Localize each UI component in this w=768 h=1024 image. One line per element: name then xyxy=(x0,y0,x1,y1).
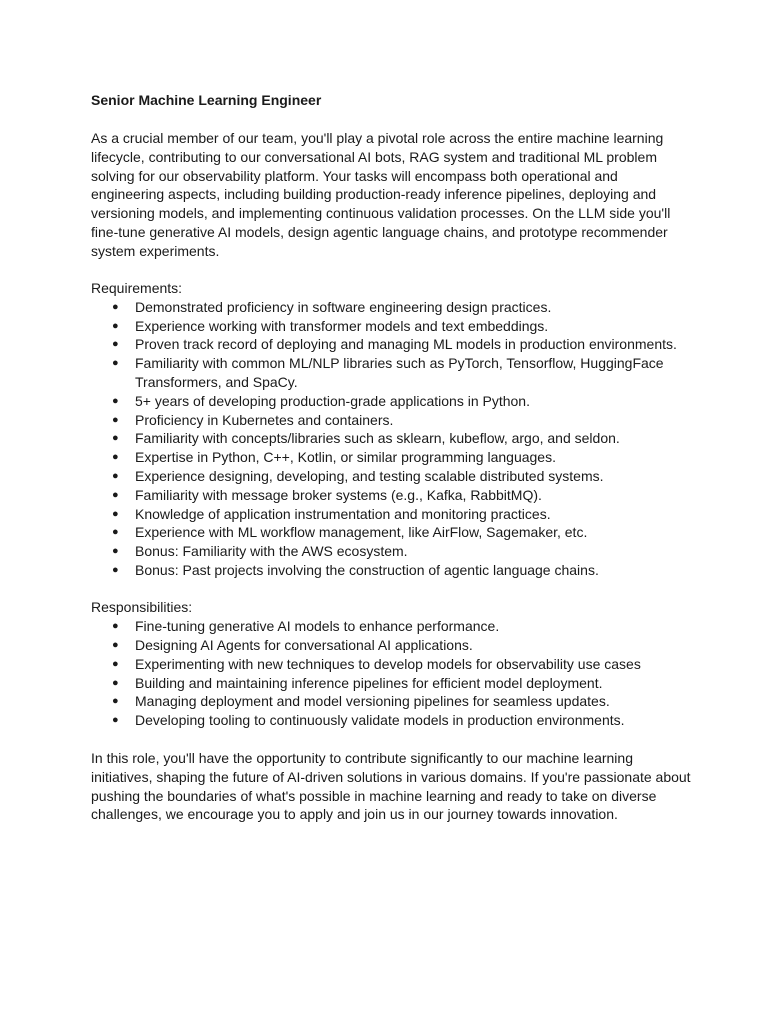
list-item xyxy=(91,617,691,636)
bullet-icon: ● xyxy=(112,545,119,558)
list-item xyxy=(91,448,691,467)
list-item-text: Proven track record of deploying and managing ML models in production environments. xyxy=(135,336,677,353)
bullet-icon: ● xyxy=(112,338,119,351)
list-item xyxy=(91,636,691,655)
list-item-text: Bonus: Past projects involving the construction of agentic language chains. xyxy=(135,562,599,579)
bullet-icon: ● xyxy=(112,357,119,370)
list-item xyxy=(91,542,691,561)
bullet-icon: ● xyxy=(112,564,119,577)
bullet-icon: ● xyxy=(112,300,119,313)
bullet-icon: ● xyxy=(112,413,119,426)
list-item-text: Designing AI Agents for conversational AI applications. xyxy=(135,636,473,653)
list-item-text: Experience designing, developing, and testing scalable distributed systems. xyxy=(135,468,604,485)
list-item xyxy=(91,411,691,430)
bullet-icon: ● xyxy=(112,638,119,651)
bullet-icon: ● xyxy=(112,526,119,539)
list-item xyxy=(91,561,691,580)
bullet-icon: ● xyxy=(112,507,119,520)
list-item-text: Bonus: Familiarity with the AWS ecosystem. xyxy=(135,543,408,560)
responsibilities-heading: Responsibilities: xyxy=(91,599,193,616)
responsibilities-list xyxy=(91,617,691,730)
list-item-text: Managing deployment and model versioning pipelines for seamless updates. xyxy=(135,693,610,710)
list-item-text: 5+ years of developing production-grade applications in Python. xyxy=(135,392,530,409)
list-item-text: Experience with ML workflow management, like AirFlow, Sagemaker, etc. xyxy=(135,524,588,541)
list-item-text: Fine-tuning generative AI models to enhance performance. xyxy=(135,618,500,635)
list-item xyxy=(91,354,691,392)
closing-paragraph: In this role, you'll have the opportunity to contribute significantly to our machine learning initiatives, shaping the future of AI-driven solutions in various domains. If you're passionate about pushing the boundaries of what's possible in machine learning and ready to take on diverse challenges, we encourage you to apply and join us in our journey towards innovation. xyxy=(91,749,691,823)
list-item xyxy=(91,674,691,693)
list-item-text: Expertise in Python, C++, Kotlin, or similar programming languages. xyxy=(135,449,556,466)
list-item-text: Experimenting with new techniques to develop models for observability use cases xyxy=(135,655,641,672)
list-item-text: Demonstrated proficiency in software engineering design practices. xyxy=(135,298,552,315)
bullet-icon: ● xyxy=(112,620,119,633)
list-item-text: Knowledge of application instrumentation and monitoring practices. xyxy=(135,505,551,522)
bullet-icon: ● xyxy=(112,657,119,670)
intro-paragraph: As a crucial member of our team, you'll play a pivotal role across the entire machine learning lifecycle, contributing to our conversational AI bots, RAG system and traditional ML problem solving for our observability platform. Your tasks will encompass both operational and engineering aspects, including building production-ready inference pipelines, deploying and versioning models, and implementing continuous validation processes. On the LLM side you'll fine-tune generative AI models, design agentic language chains, and prototype recommender system experiments. xyxy=(91,130,671,259)
list-item xyxy=(91,317,691,336)
bullet-icon: ● xyxy=(112,714,119,727)
list-item xyxy=(91,298,691,317)
list-item-text: Familiarity with concepts/libraries such as sklearn, kubeflow, argo, and seldon. xyxy=(135,430,620,447)
list-item xyxy=(91,711,691,730)
list-item xyxy=(91,335,691,354)
list-item xyxy=(91,505,691,524)
list-item-text: Experience working with transformer models and text embeddings. xyxy=(135,317,549,334)
list-item-text: Familiarity with message broker systems (e.g., Kafka, RabbitMQ). xyxy=(135,486,542,503)
list-item-text: Familiarity with common ML/NLP libraries such as PyTorch, Tensorflow, HuggingFace Transformers, and SpaCy. xyxy=(135,355,664,391)
bullet-icon: ● xyxy=(112,319,119,332)
job-title: Senior Machine Learning Engineer xyxy=(91,92,322,108)
list-item-text: Developing tooling to continuously validate models in production environments. xyxy=(135,712,625,729)
bullet-icon: ● xyxy=(112,470,119,483)
bullet-icon: ● xyxy=(112,432,119,445)
bullet-icon: ● xyxy=(112,695,119,708)
list-item-text: Proficiency in Kubernetes and containers. xyxy=(135,411,394,428)
bullet-icon: ● xyxy=(112,394,119,407)
list-item-text: Building and maintaining inference pipelines for efficient model deployment. xyxy=(135,674,603,691)
list-item xyxy=(91,523,691,542)
list-item xyxy=(91,692,691,711)
list-item xyxy=(91,392,691,411)
requirements-list xyxy=(91,298,691,580)
list-item xyxy=(91,486,691,505)
requirements-heading: Requirements: xyxy=(91,280,183,297)
bullet-icon: ● xyxy=(112,676,119,689)
list-item xyxy=(91,429,691,448)
list-item xyxy=(91,655,691,674)
bullet-icon: ● xyxy=(112,488,119,501)
bullet-icon: ● xyxy=(112,451,119,464)
document-page xyxy=(91,91,691,824)
list-item xyxy=(91,467,691,486)
